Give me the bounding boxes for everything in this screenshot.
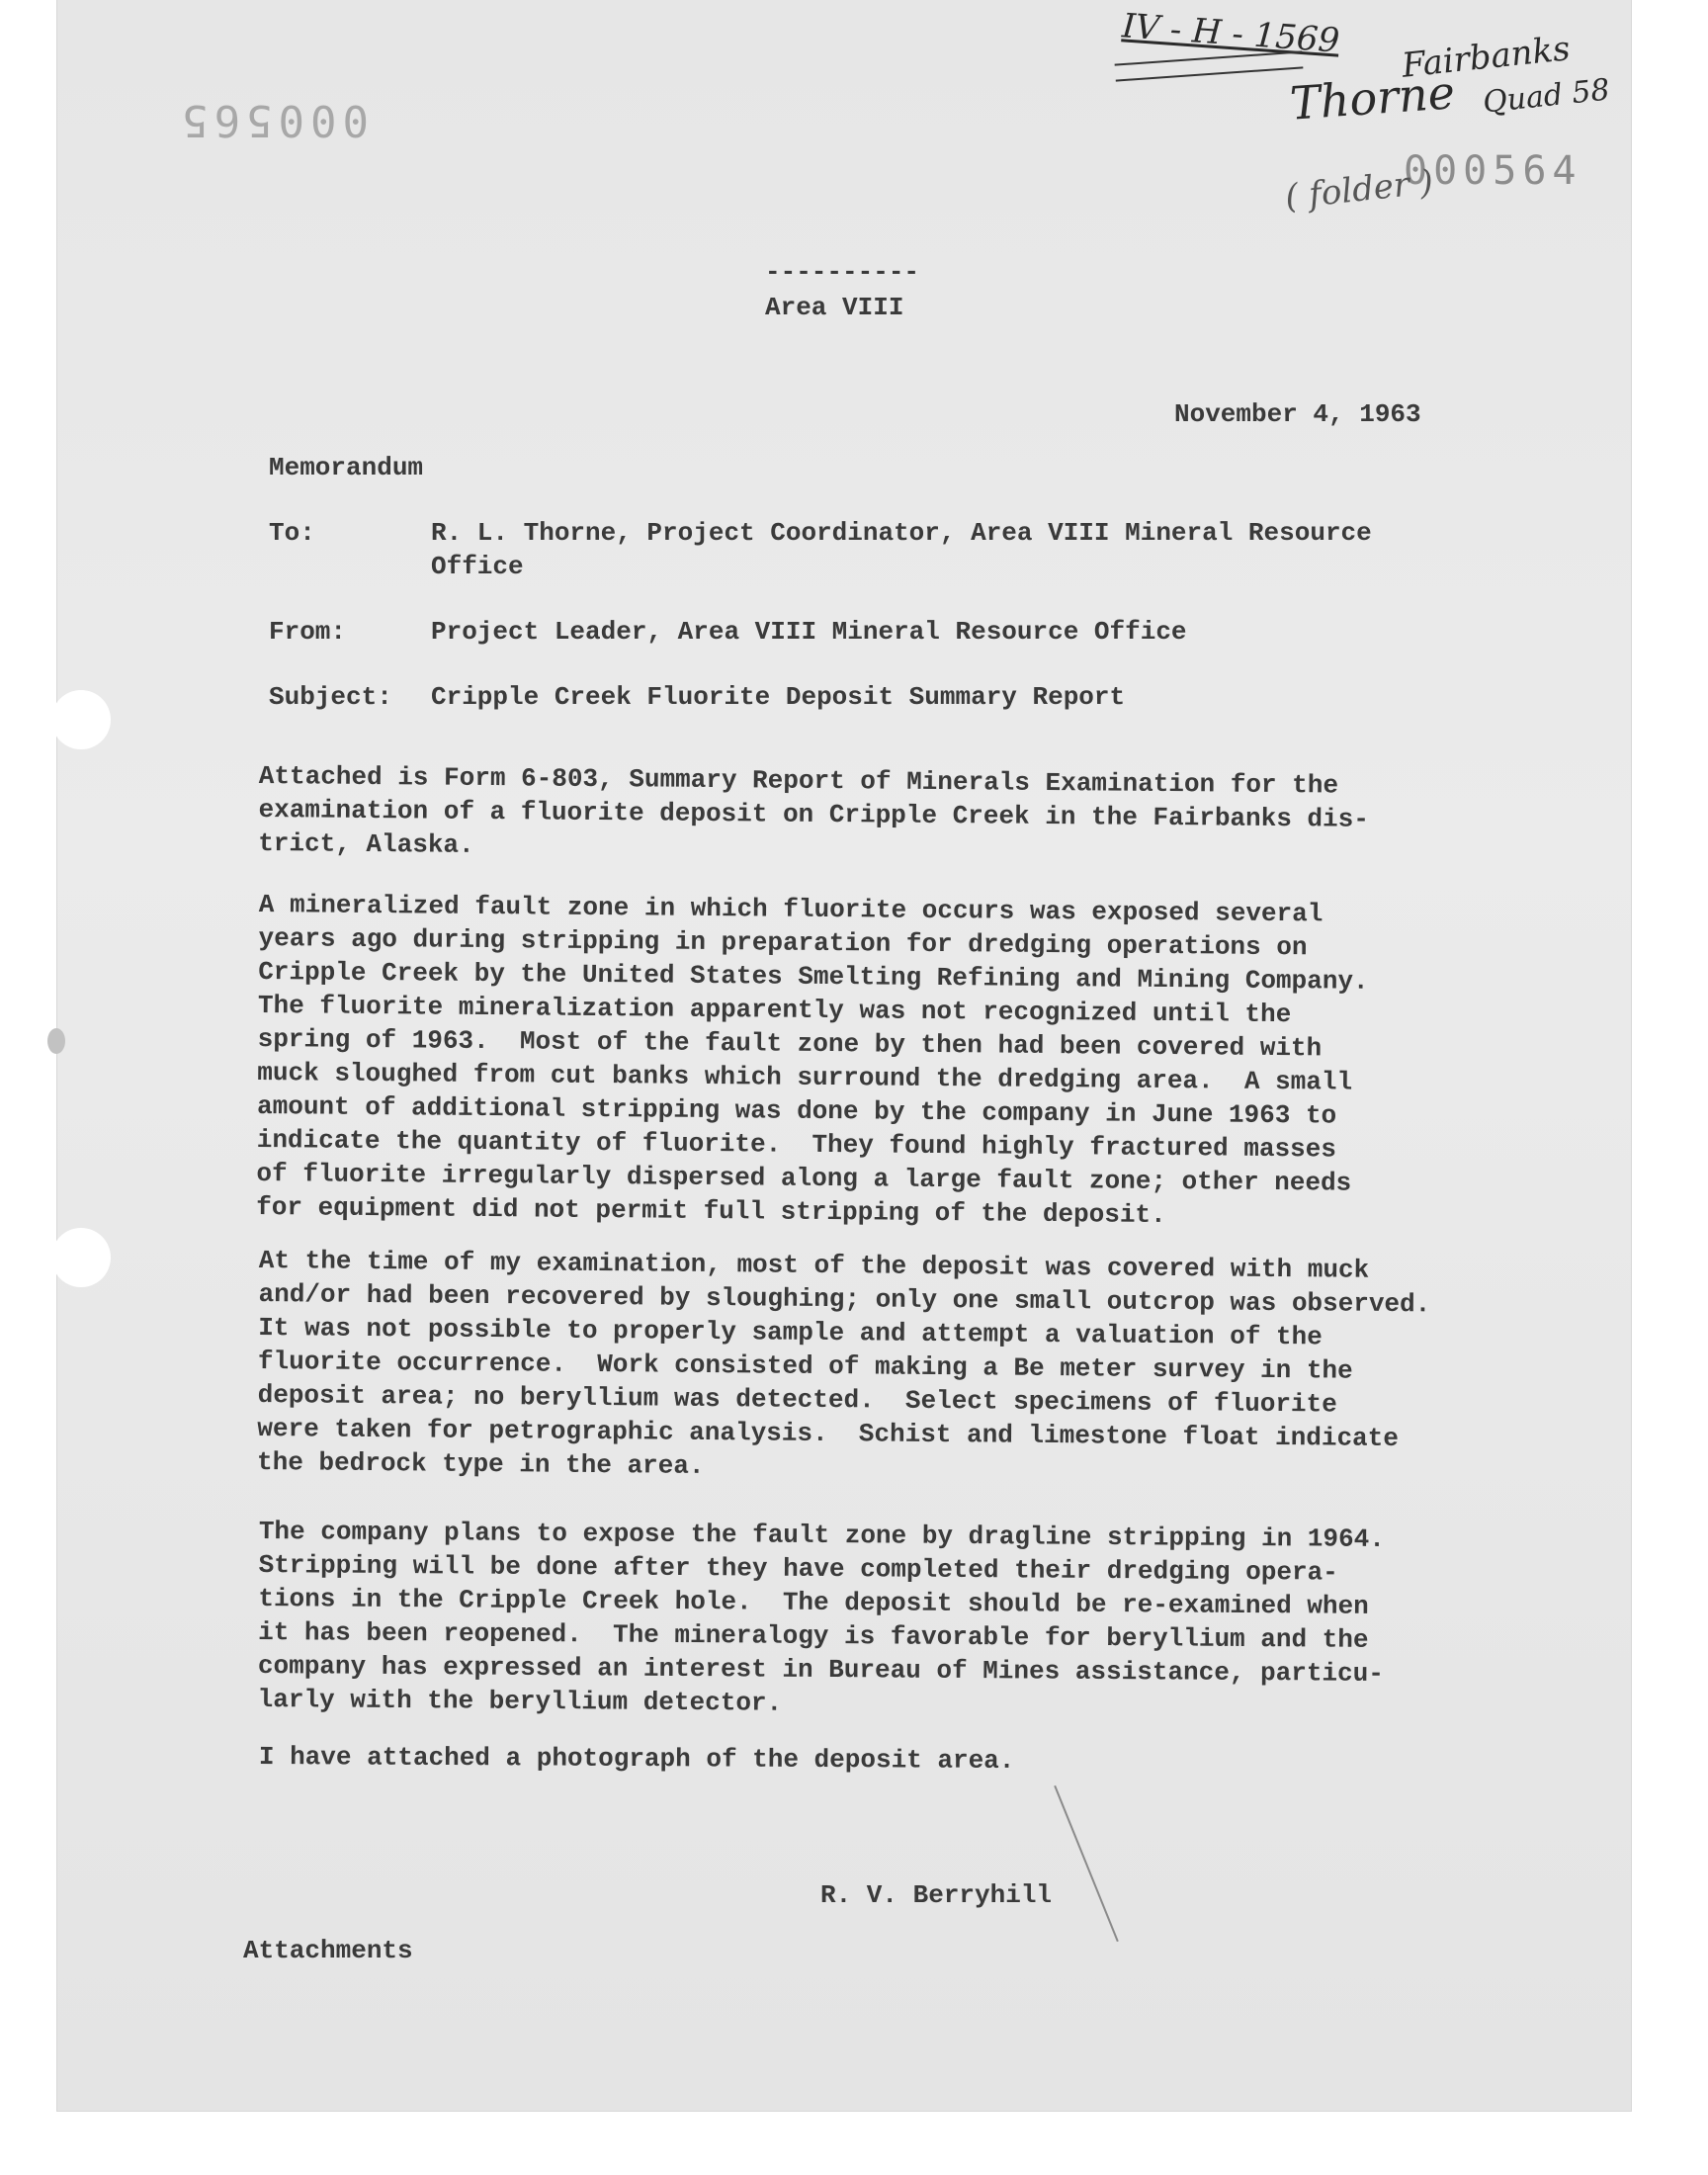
signature-name: R. V. Berryhill (820, 1880, 1053, 1910)
header-dashes: ---------- (765, 257, 920, 287)
attachments-label: Attachments (243, 1936, 413, 1965)
subject-label: Subject: (269, 682, 392, 712)
to-label: To: (269, 518, 315, 548)
body-paragraph-2: A mineralized fault zone in which fluorite occurs was exposed several years ago during stripping in preparation for dredging operations on Cripple Creek by the United States Smelting Refining and Mining Company. The fluorite mineralization apparently was not recognized until the spring of 1963. Most of the fault zone by then had been covered with muck sloughed from cut banks which surround the dredging area. A small amount of additional stripping was done by the company in June 1963 to indicate the quantity of fluorite. They found highly fractured masses of fluorite irregularly dispersed along a large fault zone; other needs for equipment did not permit full stripping of the deposit. (256, 889, 1369, 1231)
handwritten-code: IV - H - 1569 (1120, 6, 1341, 61)
stamp-number-mirrored: 000565 (176, 95, 369, 145)
from-label: From: (269, 617, 347, 647)
handwritten-fairbanks: Fairbanks (1400, 29, 1573, 86)
handwritten-thorne: Thorne (1288, 65, 1457, 130)
area-heading: Area VIII (765, 293, 904, 322)
body-paragraph-5: I have attached a photograph of the deposit area. (258, 1742, 1015, 1777)
punch-hole (51, 690, 111, 749)
memo-date: November 4, 1963 (1174, 399, 1421, 429)
body-paragraph-1: Attached is Form 6-803, Summary Report of Minerals Examination for the examination of a fluorite deposit on Cripple Creek in the Fairbanks dis- trict, Alaska. (258, 760, 1370, 860)
body-paragraph-3: At the time of my examination, most of the deposit was covered with muck and/or had been recovered by sloughing; only one small outcrop was observed. It was not possible to properly sample and attempt a valuation of the fluorite occurrence. Work consisted of making a Be meter survey in the deposit area; no beryllium was detected. Select specimens of fluorite were taken for petrographic analysis. Schist and limestone float indicate the bedrock type in the area. (256, 1245, 1431, 1481)
subject-value: Cripple Creek Fluorite Deposit Summary Report (431, 682, 1126, 712)
handwritten-quad: Quad 58 (1481, 72, 1612, 121)
page-smudge (47, 1028, 65, 1054)
handwritten-folder: ( folder ) (1283, 162, 1435, 218)
stamp-number: 000564 (1404, 148, 1582, 194)
memo-label: Memorandum (269, 453, 424, 482)
to-value: R. L. Thorne, Project Coordinator, Area VIII Mineral Resource Office (431, 518, 1372, 581)
from-value: Project Leader, Area VIII Mineral Resource Office (431, 617, 1187, 647)
punch-hole (51, 1228, 111, 1287)
body-paragraph-4: The company plans to expose the fault zone by dragline stripping in 1964. Stripping will be done after they have completed their dredging opera- tions in the Cripple Creek hole. The deposit should be re-examined when it has been reopened. The mineralogy is favorable for beryllium and the company has expressed an interest in Bureau of Mines assistance, particu- larly with the beryllium detector. (257, 1517, 1385, 1718)
